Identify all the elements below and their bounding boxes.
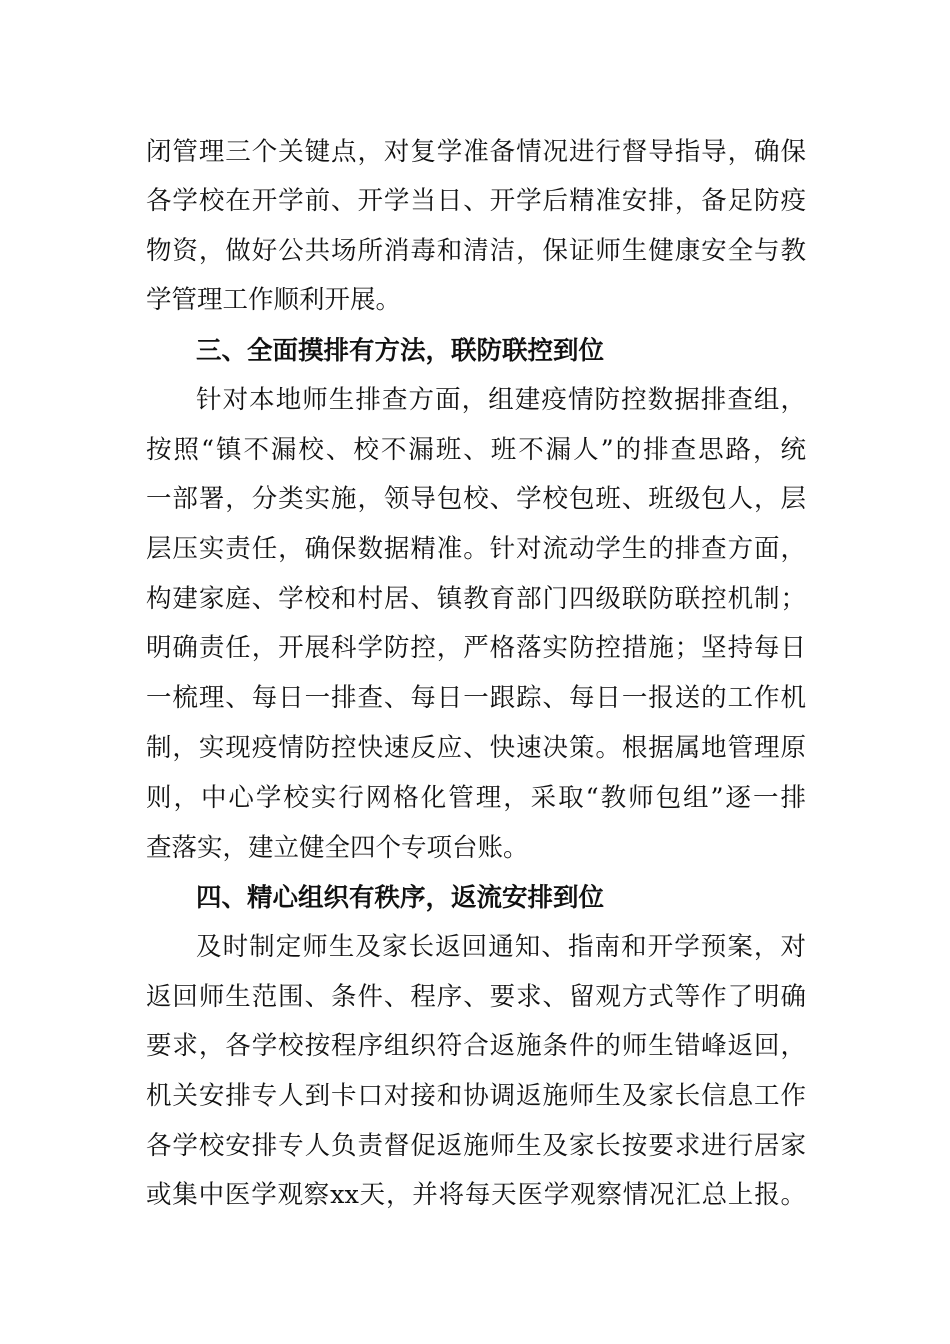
paragraph-line: 各学校安排专人负责督促返施师生及家长按要求进行居家	[146, 1131, 806, 1161]
paragraph-line: 要求，各学校按程序组织符合返施条件的师生错峰返回，	[146, 1031, 806, 1061]
paragraph-line: 或集中医学观察xx天，并将每天医学观察情况汇总上报。	[146, 1180, 806, 1210]
paragraph-line: 针对本地师生排查方面，组建疫情防控数据排查组，	[196, 385, 806, 415]
paragraph-line: 制，实现疫情防控快速反应、快速决策。根据属地管理原	[146, 733, 806, 763]
paragraph-line: 明确责任，开展科学防控，严格落实防控措施；坚持每日	[146, 633, 806, 663]
paragraph-line: 一部署，分类实施，领导包校、学校包班、班级包人，层	[146, 484, 806, 514]
paragraph-line: 查落实，建立健全四个专项台账。	[146, 833, 529, 863]
paragraph-line: 闭管理三个关键点，对复学准备情况进行督导指导，确保	[146, 137, 806, 167]
section-heading-3: 三、全面摸排有方法，联防联控到位	[196, 336, 605, 366]
paragraph-line: 机关安排专人到卡口对接和协调返施师生及家长信息工作	[146, 1081, 806, 1111]
section-heading-4: 四、精心组织有秩序，返流安排到位	[196, 883, 605, 913]
paragraph-line: 按照“镇不漏校、校不漏班、班不漏人”的排查思路，统	[146, 435, 806, 465]
paragraph-line: 构建家庭、学校和村居、镇教育部门四级联防联控机制；	[146, 584, 806, 614]
paragraph-line: 返回师生范围、条件、程序、要求、留观方式等作了明确	[146, 982, 806, 1012]
paragraph-line: 学管理工作顺利开展。	[146, 285, 402, 315]
paragraph-line: 物资，做好公共场所消毒和清洁，保证师生健康安全与教	[146, 236, 806, 266]
paragraph-line: 一梳理、每日一排查、每日一跟踪、每日一报送的工作机	[146, 683, 806, 713]
paragraph-line: 及时制定师生及家长返回通知、指南和开学预案，对	[196, 932, 806, 962]
paragraph-line: 各学校在开学前、开学当日、开学后精准安排，备足防疫	[146, 186, 806, 216]
paragraph-line: 层压实责任，确保数据精准。针对流动学生的排查方面，	[146, 534, 806, 564]
paragraph-line: 则，中心学校实行网格化管理，采取“教师包组”逐一排	[146, 783, 806, 813]
